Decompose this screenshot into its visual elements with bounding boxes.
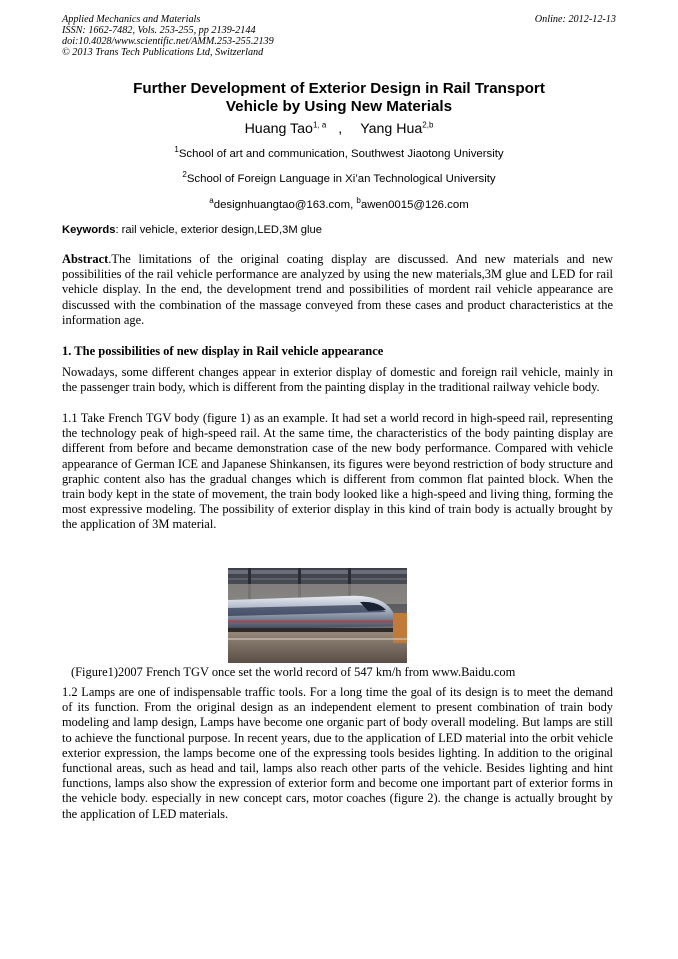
affiliation-1-text: School of art and communication, Southwest Jiaotong University (178, 148, 504, 160)
keywords-text: : rail vehicle, exterior design,LED,3M glue (115, 224, 322, 236)
issn-line: ISSN: 1662-7482, Vols. 253-255, pp 2139-2144 (62, 25, 256, 36)
title-line-1: Further Development of Exterior Design in Rail Transport (133, 80, 545, 97)
affiliation-1 (62, 145, 616, 160)
author-2-affiliation-mark: 2,b (422, 120, 434, 130)
keywords (62, 224, 322, 236)
author-1-affiliation-mark: 1, a (312, 120, 327, 130)
figure-1-caption: (Figure1)2007 French TGV once set the world record of 547 km/h from www.Baidu.com (71, 665, 516, 679)
author-2: Yang Hua (360, 121, 423, 137)
affiliation-2-mark: 2 (182, 170, 187, 180)
paragraph-1-1: 1.1 Take French TGV body (figure 1) as an example. It had set a world record in high-speed rail, representing the technology peak of high-speed rail. At the same time, the characteristics of the body painting display are different from before and became demonstration case of the new body performance. Compared with vehicle appearance of German ICE and Japanese Shinkansen, its figures were beyond restriction of body structure and graphic content also has the gradual changes which is different from common flat painted block. When the train body kept in the state of movement, the train body looked like a high-speed and living thing, forming the most expressive modeling. The possibility of exterior display in this kind of train body is actually brought by the application of 3M material. (62, 411, 613, 532)
abstract-label: Abstract (62, 252, 109, 266)
author-separator: , (338, 121, 343, 137)
author-1: Huang Tao (244, 121, 313, 137)
paragraph-1-2: 1.2 Lamps are one of indispensable traffic tools. For a long time the goal of its design is to meet the demand of its function. From the original design as an independent element to present combination of train body modeling and lamp design, Lamps have become one organic part of body overall modeling. But lamps are still to achieve the functional purpose. In recent years, due to the application of LED material into the orbit vehicle exterior expression, the lamps become one of the expressing tools besides lighting. In addition to the original functional areas, such as head and tail, lamps also reach other parts of the vehicle. Besides lighting and hint functions, lamps also show the expression of exterior form and become one important part of exterior forms in the vehicle body. especially in new concept cars, motor coaches (figure 2). the change is actually brought by the application of LED materials. (62, 685, 613, 821)
abstract (62, 252, 613, 328)
title-line-2: Vehicle by Using New Materials (225, 97, 453, 115)
publication-meta (62, 14, 274, 58)
email-1: designhuangtao@163.com, (213, 199, 357, 211)
tgv-train-image (228, 568, 407, 663)
affiliation-2-text: School of Foreign Language in Xi’an Technological University (186, 173, 496, 185)
abstract-text: .The limitations of the original coating display are discussed. And new materials and new possibilities of the rail vehicle performance are analyzed by using the new materials,3M glue and LED for rail vehicle display. In the end, the development trend and possibilities of mordent rail vehicle appearance are discussed with the combination of the massage conveyed from these cases and product characteristics at the information age. (62, 252, 613, 327)
email-2: awen0015@126.com (360, 199, 469, 211)
figure-1-tgv-photo (228, 568, 407, 663)
author-list (62, 121, 616, 137)
affiliation-2 (62, 170, 616, 185)
section-1-heading: 1. The possibilities of new display in Rail vehicle appearance (62, 344, 384, 358)
affiliation-1-mark: 1 (174, 145, 179, 155)
section-1-intro: Nowadays, some different changes appear in exterior display of domestic and foreign rail vehicle, mainly in the passenger train body, which is different from the painting display in the traditional railway vehicle body. (62, 365, 613, 395)
email-2-mark: b (356, 196, 361, 206)
doi-line: doi:10.4028/www.scientific.net/AMM.253-255.2139 (62, 36, 274, 47)
online-date: Online: 2012-12-13 (534, 14, 616, 25)
email-line (62, 196, 616, 211)
keywords-label: Keywords (62, 224, 116, 236)
copyright-line: © 2013 Trans Tech Publications Ltd, Switzerland (62, 47, 264, 58)
email-1-mark: a (209, 196, 214, 206)
journal-name: Applied Mechanics and Materials (62, 14, 201, 25)
paper-title (62, 80, 616, 115)
